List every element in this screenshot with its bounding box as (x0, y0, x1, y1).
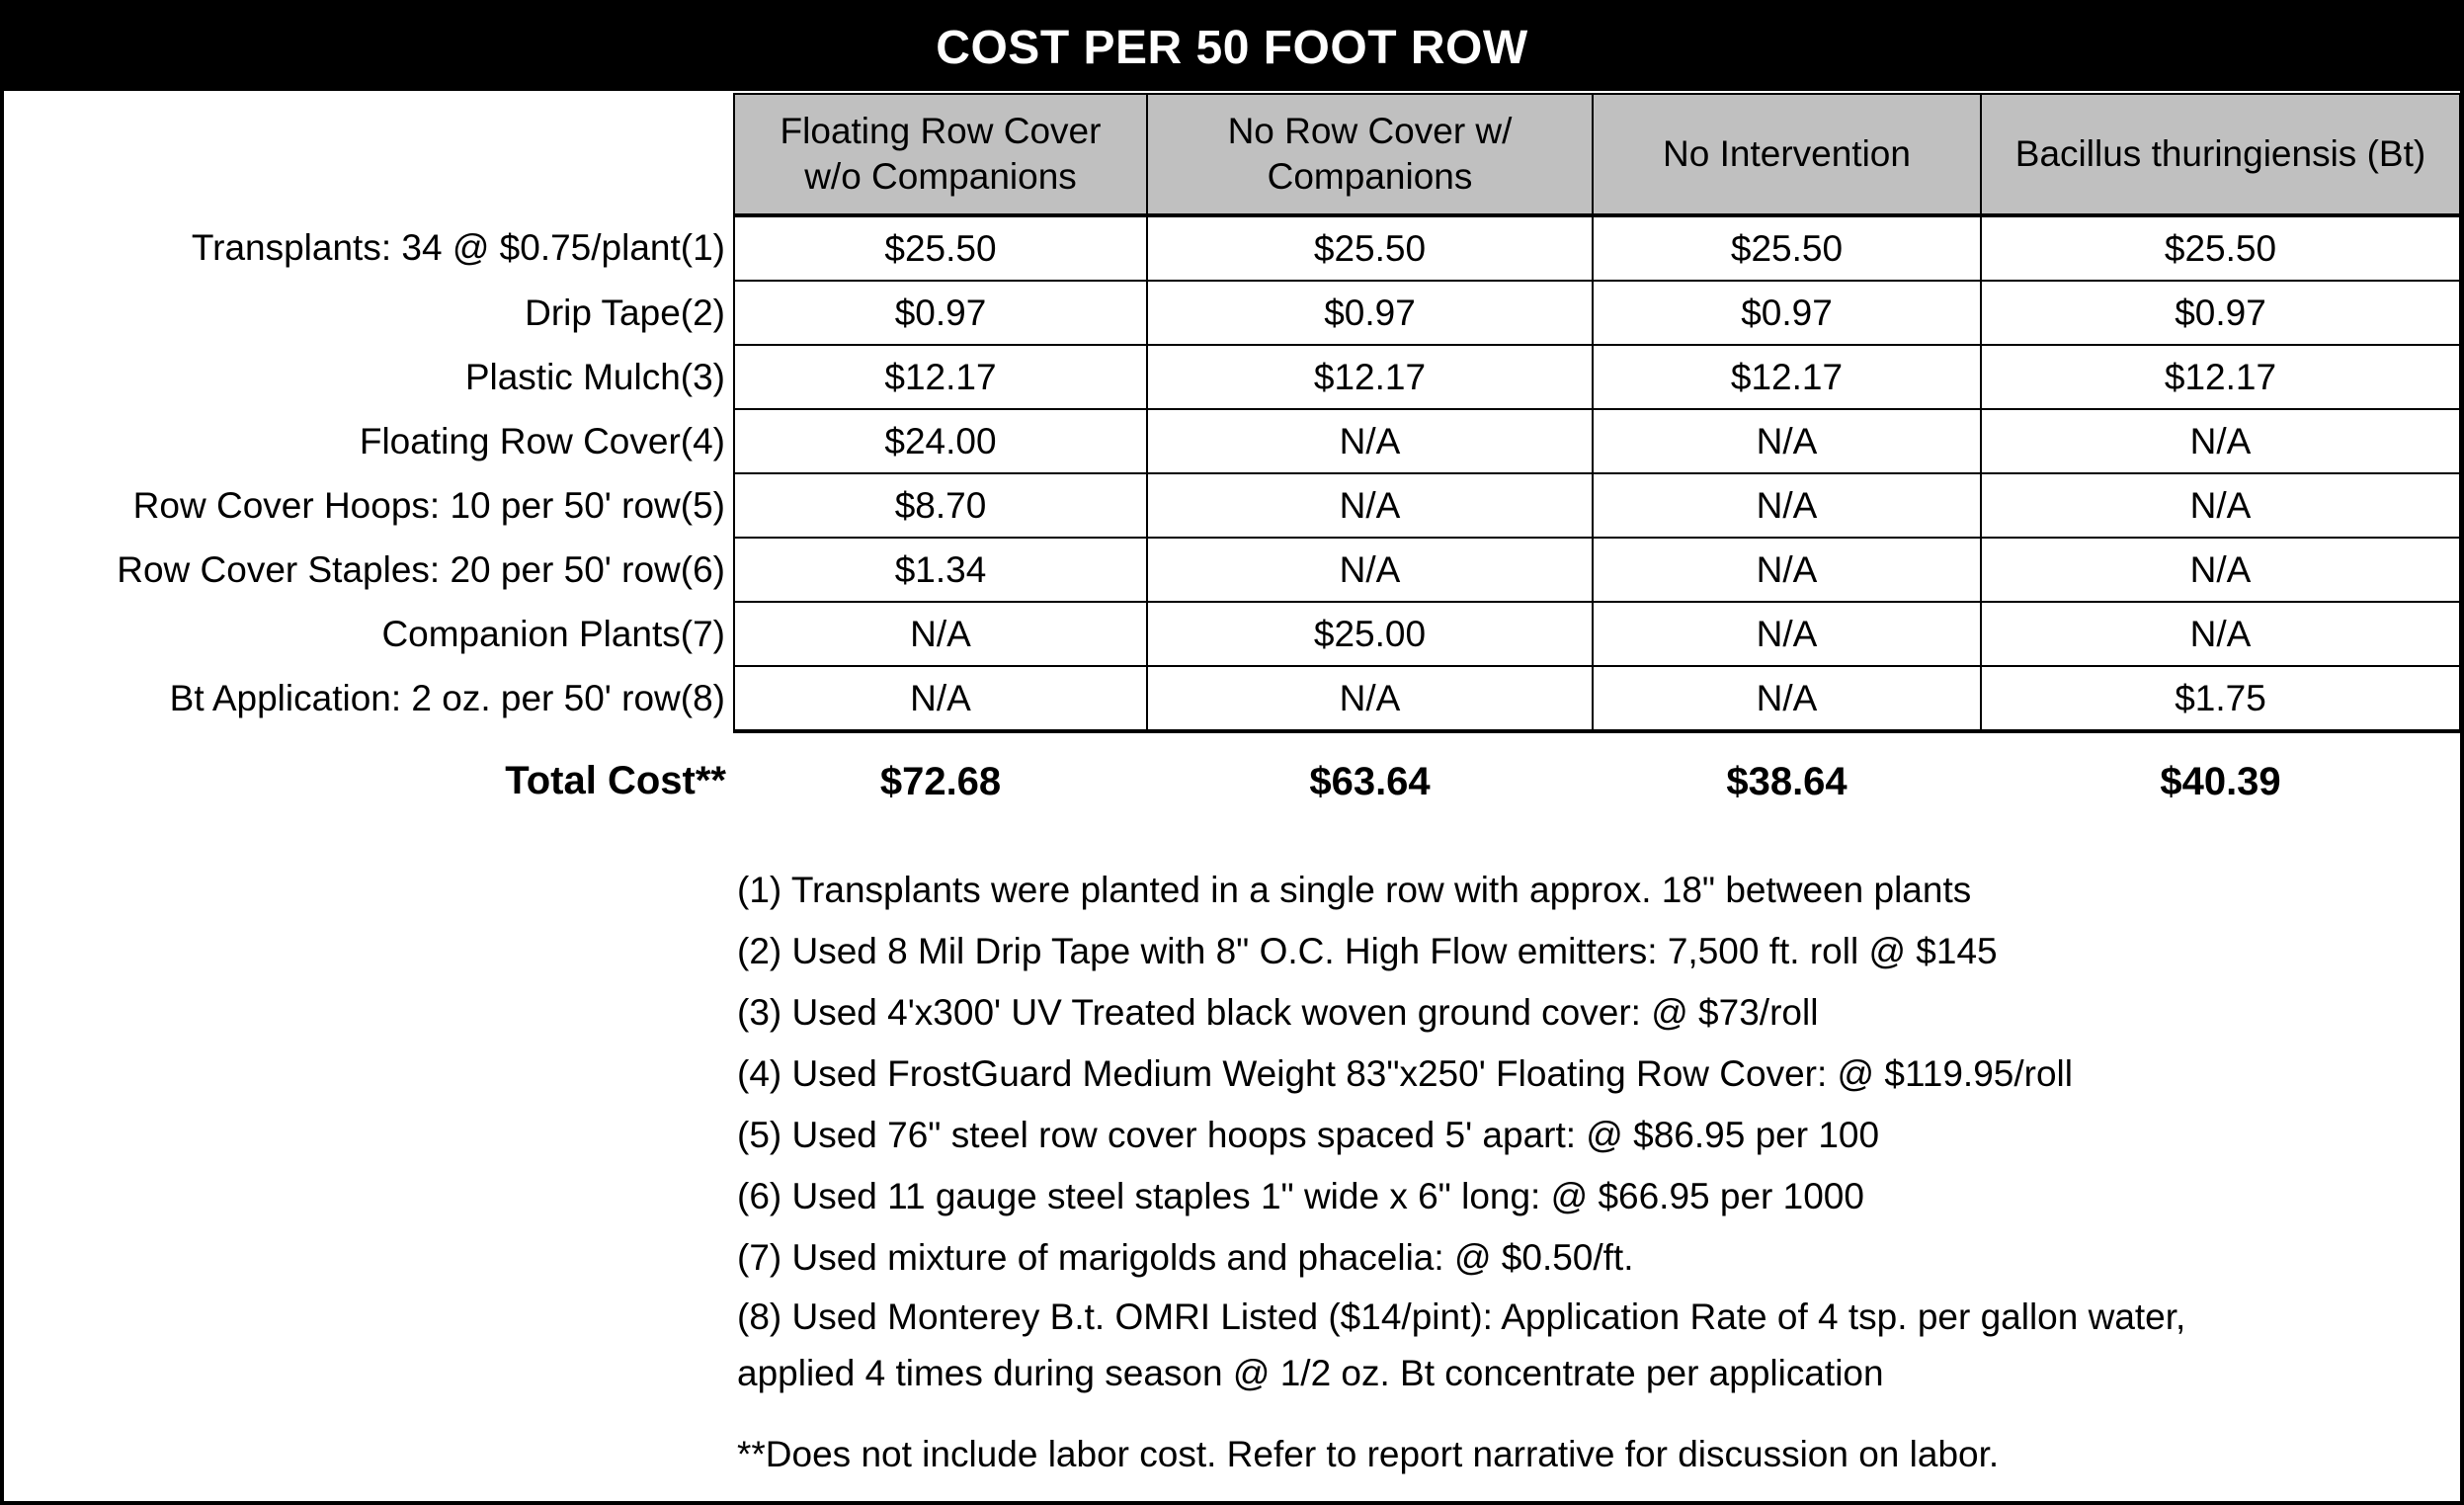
total-value: $38.64 (1726, 759, 1848, 803)
disclaimer: **Does not include labor cost. Refer to report narrative for discussion on labor. (737, 1434, 2000, 1474)
table-cell: N/A (1593, 602, 1981, 666)
table-row (4, 215, 2460, 281)
row-label: Bt Application: 2 oz. per 50' row(8) (4, 666, 734, 731)
column-header-bt: Bacillus thuringiensis (Bt) (1981, 94, 2460, 215)
total-row (4, 731, 2460, 830)
table-cell: $25.50 (734, 215, 1147, 281)
total-value: $40.39 (2160, 759, 2281, 803)
table-cell: N/A (734, 602, 1147, 666)
footnote: (5) Used 76" steel row cover hoops spaced 5' apart: @ $86.95 per 100 (737, 1115, 1880, 1155)
footnote: (7) Used mixture of marigolds and phacelia: @ $0.50/ft. (737, 1237, 1634, 1278)
row-label: Row Cover Staples: 20 per 50' row(6) (4, 538, 734, 602)
table-cell: N/A (1147, 473, 1593, 538)
table-cell: $0.97 (1593, 281, 1981, 345)
footnote: (6) Used 11 gauge steel staples 1" wide x 6" long: @ $66.95 per 1000 (737, 1176, 1864, 1216)
table-row (4, 602, 2460, 666)
table-cell: $12.17 (1593, 345, 1981, 409)
column-header-floating-row-cover: Floating Row Cover w/o Companions (734, 94, 1147, 215)
table-cell: N/A (1147, 666, 1593, 731)
table-cell: N/A (1147, 538, 1593, 602)
total-value: $72.68 (879, 759, 1002, 803)
table-row (4, 473, 2460, 538)
table-cell: $25.00 (1147, 602, 1593, 666)
table-row (4, 345, 2460, 409)
table-cell: N/A (1981, 538, 2460, 602)
table-cell: N/A (1981, 409, 2460, 473)
table-row (4, 281, 2460, 345)
footnote: (1) Transplants were planted in a single row with approx. 18" between plants (737, 870, 1972, 910)
footnote: (4) Used FrostGuard Medium Weight 83"x250' Floating Row Cover: @ $119.95/roll (737, 1053, 2073, 1094)
column-header-no-intervention: No Intervention (1593, 94, 1981, 215)
table-cell: N/A (1981, 602, 2460, 666)
table-cell: N/A (1593, 538, 1981, 602)
table-cell: $1.75 (1981, 666, 2460, 731)
table-cell: $12.17 (1147, 345, 1593, 409)
table-cell: $0.97 (1981, 281, 2460, 345)
row-label: Drip Tape(2) (4, 281, 734, 345)
table-cell: N/A (1981, 473, 2460, 538)
row-label: Floating Row Cover(4) (4, 409, 734, 473)
footnote-continuation: applied 4 times during season @ 1/2 oz. Bt concentrate per application (737, 1353, 1884, 1393)
footnotes (737, 860, 2446, 1485)
table-cell: N/A (734, 666, 1147, 731)
footnote: (3) Used 4'x300' UV Treated black woven ground cover: @ $73/roll (737, 992, 1819, 1033)
table-cell: $25.50 (1147, 215, 1593, 281)
table-row (4, 538, 2460, 602)
row-label: Transplants: 34 @ $0.75/plant(1) (4, 215, 734, 281)
table-cell: $0.97 (734, 281, 1147, 345)
table-cell: $25.50 (1981, 215, 2460, 281)
total-value: $63.64 (1309, 759, 1431, 803)
table-cell: N/A (1593, 473, 1981, 538)
table-row (4, 666, 2460, 731)
footnote: (8) Used Monterey B.t. OMRI Listed ($14/pint): Application Rate of 4 tsp. per gallon water, (737, 1296, 2186, 1337)
table-cell: $12.17 (734, 345, 1147, 409)
column-header-companions: No Row Cover w/ Companions (1147, 94, 1593, 215)
total-label: Total Cost** (505, 758, 726, 802)
table-cell: N/A (1147, 409, 1593, 473)
table-cell: $1.34 (734, 538, 1147, 602)
cost-table (4, 93, 2461, 830)
table-cell: N/A (1593, 409, 1981, 473)
header-corner (4, 94, 734, 215)
table-cell: $25.50 (1593, 215, 1981, 281)
row-label: Row Cover Hoops: 10 per 50' row(5) (4, 473, 734, 538)
row-label: Companion Plants(7) (4, 602, 734, 666)
table-title: COST PER 50 FOOT ROW (4, 4, 2460, 91)
table-cell: N/A (1593, 666, 1981, 731)
footnote: (2) Used 8 Mil Drip Tape with 8" O.C. High Flow emitters: 7,500 ft. roll @ $145 (737, 931, 1998, 971)
table-cell: $24.00 (734, 409, 1147, 473)
row-label: Plastic Mulch(3) (4, 345, 734, 409)
table-cell: $0.97 (1147, 281, 1593, 345)
table-row (4, 409, 2460, 473)
table-cell: $12.17 (1981, 345, 2460, 409)
header-row (4, 94, 2460, 215)
table-cell: $8.70 (734, 473, 1147, 538)
